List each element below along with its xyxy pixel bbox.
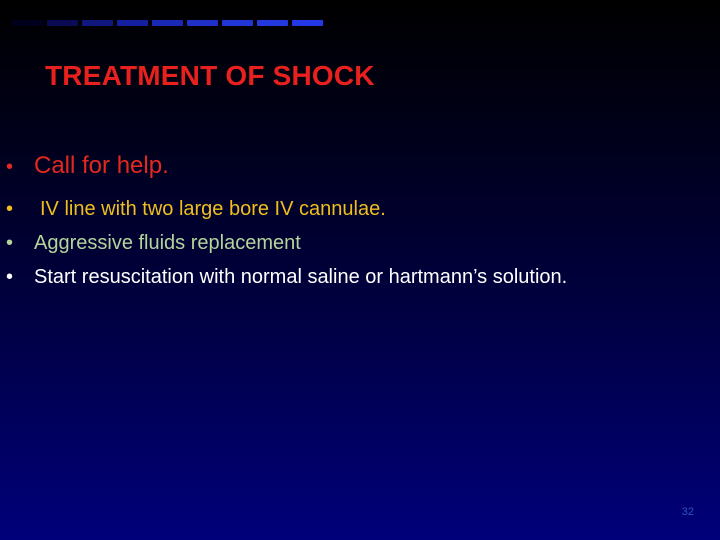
bullet-text: Start resuscitation with normal saline or hartmann’s solution. <box>34 266 568 288</box>
bullet-item <box>6 152 169 180</box>
slide-title: TREATMENT OF SHOCK <box>45 60 375 91</box>
bullet-item <box>6 232 301 255</box>
bar-segment <box>257 20 288 26</box>
bullet-text: Call for help. <box>34 152 169 179</box>
bar-segment <box>292 20 323 26</box>
bullet-marker: • <box>6 266 14 288</box>
page-number: 32 <box>681 506 694 518</box>
bar-segment <box>47 20 78 26</box>
bullet-item <box>6 266 567 289</box>
bar-segment <box>12 20 43 26</box>
bar-segment <box>187 20 218 26</box>
bullet-marker: • <box>6 198 14 220</box>
bar-segment <box>152 20 183 26</box>
bullet-text: IV line with two large bore IV cannulae. <box>40 198 386 220</box>
bullet-item <box>6 198 386 221</box>
bullet-marker: • <box>6 232 14 254</box>
bar-segment <box>222 20 253 26</box>
bullet-marker: • <box>6 156 14 178</box>
decorative-top-bar <box>12 20 323 26</box>
bar-segment <box>117 20 148 26</box>
bullet-text: Aggressive fluids replacement <box>34 232 301 254</box>
bar-segment <box>82 20 113 26</box>
